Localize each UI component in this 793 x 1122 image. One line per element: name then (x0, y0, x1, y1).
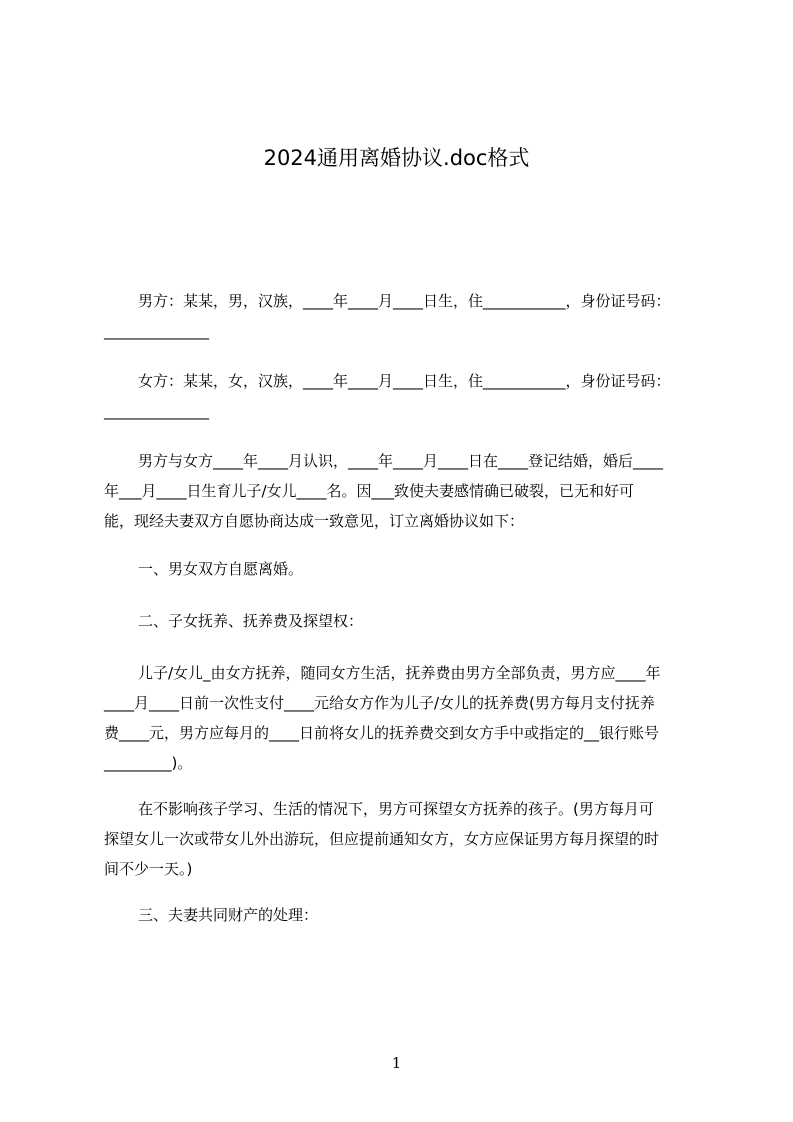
text-line: ______________ (104, 322, 209, 340)
section-heading-1 (104, 554, 694, 584)
text-line: 在不影响孩子学习、生活的情况下，男方可探望女方抚养的孩子。(男方每月可 (138, 800, 654, 818)
section-heading-3 (104, 900, 694, 930)
text-line: 探望女儿一次或带女儿外出游玩，但应提前通知女方，女方应保证男方每月探望的时 (104, 830, 660, 848)
text-line: 男方：某某，男，汉族，____年____月____日生，住___________，身份证号码： (138, 292, 671, 310)
page-number: 1 (391, 1054, 402, 1072)
document-title: 2024通用离婚协议.doc格式 (263, 146, 530, 170)
paragraph-marriage-background (104, 446, 694, 536)
paragraph-female-party (104, 366, 694, 426)
text-line: ____月____日前一次性支付____元给女方作为儿子/女儿的抚养费(男方每月支付抚养 (104, 694, 655, 712)
text-line: 费____元，男方应每月的____日前将女儿的抚养费交到女方手中或指定的__银行账号 (104, 724, 660, 742)
text-line: _________)。 (104, 754, 193, 772)
paragraph-visitation (104, 794, 694, 884)
text-line: 年___月____日生育儿子/女儿____名。因___致使夫妻感情确已破裂，已无和好可 (104, 482, 635, 500)
paragraph-male-party (104, 286, 694, 346)
text-line: 一、男女双方自愿离婚。 (138, 560, 304, 578)
text-line: ______________ (104, 402, 209, 420)
text-line: 间不少一天。) (104, 860, 193, 878)
text-line: 三、夫妻共同财产的处理： (138, 906, 319, 924)
text-line: 儿子/女儿_由女方抚养，随同女方生活，抚养费由男方全部负责，男方应____年 (138, 664, 661, 682)
section-heading-2 (104, 606, 694, 636)
text-line: 女方：某某，女，汉族，____年____月____日生，住___________，身份证号码： (138, 372, 671, 390)
text-line: 男方与女方____年____月认识，____年____月____日在____登记结婚，婚后____ (138, 452, 664, 470)
text-line: 二、子女抚养、抚养费及探望权： (138, 612, 364, 630)
paragraph-child-custody (104, 658, 694, 778)
text-line: 能，现经夫妻双方自愿协商达成一致意见，订立离婚协议如下： (104, 512, 525, 530)
